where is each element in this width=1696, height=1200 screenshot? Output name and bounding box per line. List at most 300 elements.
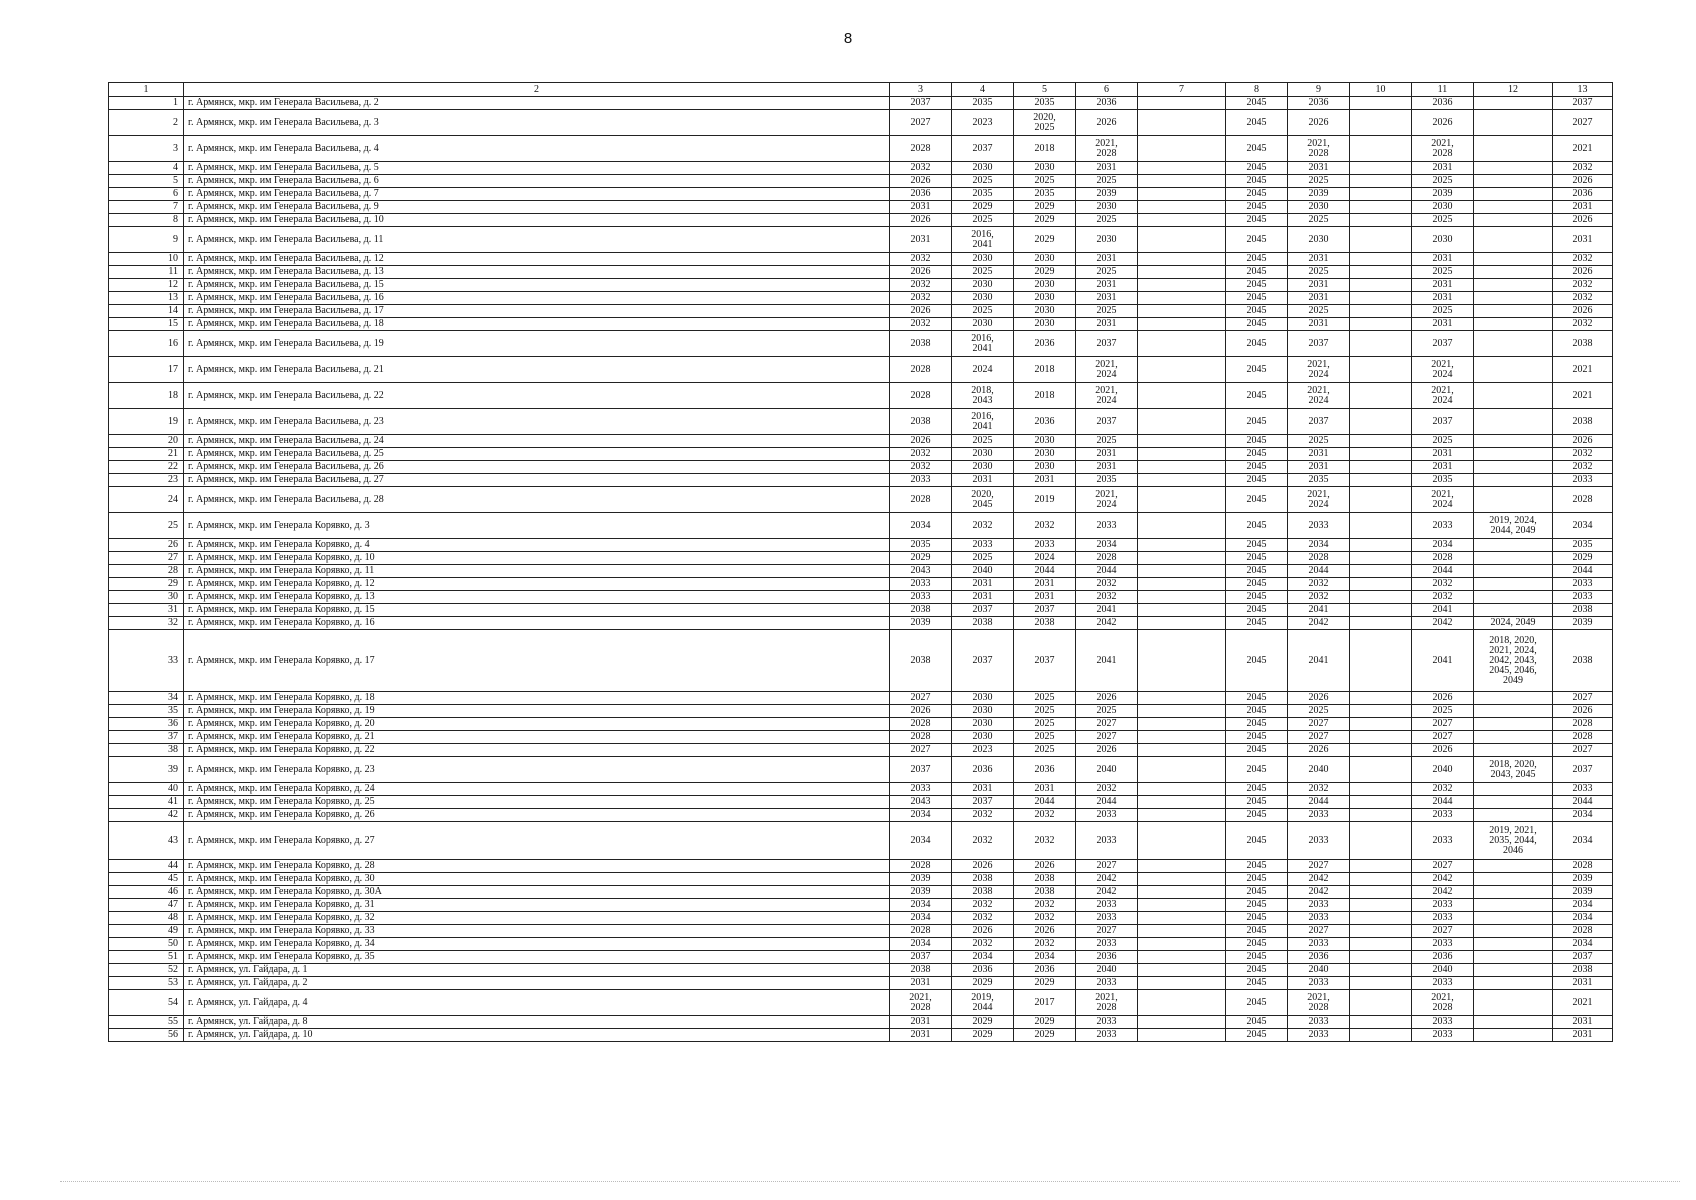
- year-cell: 2017: [1014, 990, 1076, 1016]
- year-cell: 2038: [1014, 873, 1076, 886]
- year-cell: 2037: [952, 796, 1014, 809]
- table-row: [109, 110, 1613, 136]
- year-cell: [1138, 318, 1226, 331]
- year-cell: 2021, 2028: [1288, 990, 1350, 1016]
- year-cell: 2042: [1288, 873, 1350, 886]
- year-cell: 2044: [1412, 796, 1474, 809]
- year-cell: 2031: [1288, 253, 1350, 266]
- year-cell: 2025: [1076, 435, 1138, 448]
- year-cell: [1350, 705, 1412, 718]
- year-cell: 2036: [1014, 331, 1076, 357]
- year-cell: 2043: [890, 796, 952, 809]
- year-cell: 2035: [1076, 474, 1138, 487]
- year-cell: [1474, 539, 1553, 552]
- year-cell: 2033: [1412, 822, 1474, 860]
- year-cell: 2037: [890, 757, 952, 783]
- year-cell: [1474, 1029, 1553, 1042]
- year-cell: 2032: [1014, 899, 1076, 912]
- year-cell: 2045: [1226, 990, 1288, 1016]
- year-cell: 2034: [1076, 539, 1138, 552]
- year-cell: 2025: [1288, 705, 1350, 718]
- year-cell: 2021: [1553, 383, 1613, 409]
- year-cell: 2028: [1288, 552, 1350, 565]
- table-row: [109, 705, 1613, 718]
- year-cell: [1138, 227, 1226, 253]
- year-cell: 2019, 2024, 2044, 2049: [1474, 513, 1553, 539]
- year-cell: [1474, 990, 1553, 1016]
- year-cell: 2031: [1076, 318, 1138, 331]
- year-cell: 2034: [890, 938, 952, 951]
- year-cell: 2031: [1288, 318, 1350, 331]
- year-cell: 2040: [1076, 757, 1138, 783]
- year-cell: 2045: [1226, 604, 1288, 617]
- year-cell: [1138, 718, 1226, 731]
- year-cell: 2045: [1226, 822, 1288, 860]
- year-cell: 2032: [1288, 591, 1350, 604]
- year-cell: [1350, 899, 1412, 912]
- year-cell: 2037: [1288, 409, 1350, 435]
- year-cell: [1474, 461, 1553, 474]
- year-cell: 2021, 2024: [1412, 487, 1474, 513]
- year-cell: 2032: [1288, 578, 1350, 591]
- year-cell: [1350, 448, 1412, 461]
- year-cell: [1138, 331, 1226, 357]
- year-cell: 2027: [1288, 925, 1350, 938]
- table-row: [109, 253, 1613, 266]
- row-number-cell: 6: [109, 188, 184, 201]
- year-cell: 2031: [1412, 253, 1474, 266]
- year-cell: 2045: [1226, 227, 1288, 253]
- row-number-cell: 36: [109, 718, 184, 731]
- table-row: [109, 383, 1613, 409]
- year-cell: 2031: [890, 1029, 952, 1042]
- year-cell: [1474, 318, 1553, 331]
- year-cell: 2040: [1288, 964, 1350, 977]
- year-cell: [1138, 357, 1226, 383]
- year-cell: 2025: [1076, 214, 1138, 227]
- year-cell: 2037: [952, 136, 1014, 162]
- year-cell: 2028: [1412, 552, 1474, 565]
- year-cell: 2026: [1553, 214, 1613, 227]
- year-cell: 2031: [1412, 292, 1474, 305]
- year-cell: [1350, 357, 1412, 383]
- year-cell: 2045: [1226, 539, 1288, 552]
- year-cell: 2033: [952, 539, 1014, 552]
- row-number-cell: 12: [109, 279, 184, 292]
- year-cell: 2030: [1014, 292, 1076, 305]
- year-cell: 2026: [1014, 925, 1076, 938]
- year-cell: 2019: [1014, 487, 1076, 513]
- year-cell: 2036: [1412, 97, 1474, 110]
- year-cell: [1474, 253, 1553, 266]
- address-cell: г. Армянск, мкр. им Генерала Корявко, д. 28: [184, 860, 890, 873]
- row-number-cell: 53: [109, 977, 184, 990]
- year-cell: 2030: [952, 253, 1014, 266]
- year-cell: [1350, 718, 1412, 731]
- year-cell: 2036: [890, 188, 952, 201]
- year-cell: 2037: [952, 604, 1014, 617]
- year-cell: 2025: [1076, 266, 1138, 279]
- row-number-cell: 29: [109, 578, 184, 591]
- year-cell: 2030: [1014, 162, 1076, 175]
- year-cell: [1474, 578, 1553, 591]
- year-cell: 2045: [1226, 977, 1288, 990]
- year-cell: [1474, 809, 1553, 822]
- year-cell: 2045: [1226, 331, 1288, 357]
- row-number-cell: 43: [109, 822, 184, 860]
- year-cell: 2045: [1226, 899, 1288, 912]
- year-cell: 2038: [890, 331, 952, 357]
- year-cell: [1474, 188, 1553, 201]
- year-cell: 2028: [1076, 552, 1138, 565]
- year-cell: 2033: [1288, 977, 1350, 990]
- year-cell: [1138, 448, 1226, 461]
- row-number-cell: 47: [109, 899, 184, 912]
- year-cell: 2033: [1553, 591, 1613, 604]
- year-cell: [1350, 578, 1412, 591]
- year-cell: 2016, 2041: [952, 227, 1014, 253]
- year-cell: 2033: [890, 783, 952, 796]
- year-cell: [1474, 409, 1553, 435]
- year-cell: [1474, 266, 1553, 279]
- year-cell: [1350, 757, 1412, 783]
- year-cell: 2033: [1076, 938, 1138, 951]
- address-cell: г. Армянск, мкр. им Генерала Васильева, д. 15: [184, 279, 890, 292]
- year-cell: 2032: [1412, 591, 1474, 604]
- table-row: [109, 188, 1613, 201]
- year-cell: [1350, 1016, 1412, 1029]
- year-cell: [1350, 409, 1412, 435]
- year-cell: 2031: [1076, 448, 1138, 461]
- year-cell: 2026: [1553, 175, 1613, 188]
- year-cell: 2045: [1226, 292, 1288, 305]
- year-cell: [1350, 886, 1412, 899]
- year-cell: 2027: [1076, 731, 1138, 744]
- year-cell: 2020, 2045: [952, 487, 1014, 513]
- table-row: [109, 318, 1613, 331]
- year-cell: 2026: [1412, 110, 1474, 136]
- year-cell: 2037: [1412, 331, 1474, 357]
- year-cell: 2033: [1288, 1016, 1350, 1029]
- row-number-cell: 24: [109, 487, 184, 513]
- year-cell: 2021, 2028: [1412, 990, 1474, 1016]
- year-cell: [1350, 214, 1412, 227]
- column-number-cell: 8: [1226, 83, 1288, 97]
- year-cell: [1138, 435, 1226, 448]
- year-cell: 2033: [1412, 513, 1474, 539]
- year-cell: 2032: [952, 912, 1014, 925]
- table-row: [109, 990, 1613, 1016]
- year-cell: [1350, 97, 1412, 110]
- year-cell: 2037: [1014, 630, 1076, 692]
- year-cell: 2028: [1553, 925, 1613, 938]
- year-cell: 2025: [952, 305, 1014, 318]
- year-cell: 2021, 2028: [1076, 136, 1138, 162]
- table-row: [109, 925, 1613, 938]
- year-cell: 2045: [1226, 578, 1288, 591]
- year-cell: [1138, 175, 1226, 188]
- table-row: [109, 873, 1613, 886]
- year-cell: 2038: [890, 964, 952, 977]
- year-cell: [1350, 227, 1412, 253]
- year-cell: 2044: [1288, 565, 1350, 578]
- year-cell: 2037: [890, 951, 952, 964]
- year-cell: 2034: [1014, 951, 1076, 964]
- address-cell: г. Армянск, мкр. им Генерала Корявко, д. 32: [184, 912, 890, 925]
- year-cell: [1350, 809, 1412, 822]
- table-row: [109, 591, 1613, 604]
- year-cell: 2045: [1226, 136, 1288, 162]
- year-cell: 2028: [890, 357, 952, 383]
- year-cell: 2033: [1553, 783, 1613, 796]
- row-number-cell: 50: [109, 938, 184, 951]
- year-cell: 2030: [1014, 253, 1076, 266]
- year-cell: 2025: [1076, 705, 1138, 718]
- address-cell: г. Армянск, мкр. им Генерала Васильева, д. 25: [184, 448, 890, 461]
- year-cell: 2033: [1288, 912, 1350, 925]
- year-cell: 2045: [1226, 305, 1288, 318]
- year-cell: 2032: [1014, 912, 1076, 925]
- year-cell: 2026: [1553, 305, 1613, 318]
- table-row: [109, 305, 1613, 318]
- year-cell: 2031: [1412, 461, 1474, 474]
- year-cell: 2033: [1412, 938, 1474, 951]
- year-cell: 2021, 2024: [1288, 487, 1350, 513]
- year-cell: 2026: [1076, 110, 1138, 136]
- year-cell: [1474, 227, 1553, 253]
- year-cell: [1138, 383, 1226, 409]
- year-cell: 2039: [890, 873, 952, 886]
- year-cell: 2045: [1226, 266, 1288, 279]
- year-cell: 2032: [1553, 461, 1613, 474]
- row-number-cell: 42: [109, 809, 184, 822]
- year-cell: [1474, 744, 1553, 757]
- year-cell: 2021: [1553, 136, 1613, 162]
- year-cell: [1350, 565, 1412, 578]
- table-row: [109, 162, 1613, 175]
- year-cell: 2036: [952, 757, 1014, 783]
- year-cell: 2032: [890, 292, 952, 305]
- year-cell: 2045: [1226, 731, 1288, 744]
- address-cell: г. Армянск, мкр. им Генерала Корявко, д. 17: [184, 630, 890, 692]
- row-number-cell: 28: [109, 565, 184, 578]
- year-cell: 2032: [1288, 783, 1350, 796]
- column-number-cell: 7: [1138, 83, 1226, 97]
- address-cell: г. Армянск, мкр. им Генерала Корявко, д. 22: [184, 744, 890, 757]
- row-number-cell: 15: [109, 318, 184, 331]
- row-number-cell: 39: [109, 757, 184, 783]
- table-row: [109, 912, 1613, 925]
- year-cell: 2025: [1288, 214, 1350, 227]
- year-cell: 2025: [952, 214, 1014, 227]
- row-number-cell: 32: [109, 617, 184, 630]
- year-cell: [1350, 822, 1412, 860]
- row-number-cell: 37: [109, 731, 184, 744]
- address-cell: г. Армянск, мкр. им Генерала Васильева, д. 23: [184, 409, 890, 435]
- year-cell: 2030: [1014, 448, 1076, 461]
- year-cell: 2039: [890, 617, 952, 630]
- year-cell: 2040: [1288, 757, 1350, 783]
- table-row: [109, 214, 1613, 227]
- year-cell: [1474, 474, 1553, 487]
- year-cell: 2029: [952, 977, 1014, 990]
- year-cell: [1474, 925, 1553, 938]
- table-row: [109, 757, 1613, 783]
- year-cell: 2031: [952, 578, 1014, 591]
- row-number-cell: 48: [109, 912, 184, 925]
- year-cell: [1138, 886, 1226, 899]
- year-cell: 2021: [1553, 990, 1613, 1016]
- year-cell: [1138, 796, 1226, 809]
- table-row: [109, 860, 1613, 873]
- table-row: [109, 1029, 1613, 1042]
- year-cell: [1474, 110, 1553, 136]
- address-cell: г. Армянск, мкр. им Генерала Васильева, д. 16: [184, 292, 890, 305]
- year-cell: 2028: [890, 718, 952, 731]
- row-number-cell: 38: [109, 744, 184, 757]
- row-number-cell: 56: [109, 1029, 184, 1042]
- year-cell: 2031: [1412, 318, 1474, 331]
- year-cell: 2045: [1226, 435, 1288, 448]
- year-cell: 2018: [1014, 383, 1076, 409]
- year-cell: [1474, 136, 1553, 162]
- year-cell: 2025: [1288, 305, 1350, 318]
- year-cell: 2039: [1553, 617, 1613, 630]
- year-cell: 2025: [1412, 214, 1474, 227]
- table-row: [109, 539, 1613, 552]
- year-cell: 2026: [890, 305, 952, 318]
- year-cell: 2036: [1553, 188, 1613, 201]
- table-row: [109, 899, 1613, 912]
- year-cell: [1138, 1029, 1226, 1042]
- address-cell: г. Армянск, мкр. им Генерала Васильева, д. 27: [184, 474, 890, 487]
- year-cell: 2026: [1076, 692, 1138, 705]
- year-cell: 2029: [952, 1016, 1014, 1029]
- year-cell: 2045: [1226, 357, 1288, 383]
- row-number-cell: 10: [109, 253, 184, 266]
- year-cell: 2018: [1014, 136, 1076, 162]
- address-cell: г. Армянск, мкр. им Генерала Корявко, д. 10: [184, 552, 890, 565]
- year-cell: [1350, 201, 1412, 214]
- year-cell: 2029: [1014, 227, 1076, 253]
- year-cell: 2016, 2041: [952, 331, 1014, 357]
- year-cell: [1350, 266, 1412, 279]
- year-cell: 2027: [1553, 110, 1613, 136]
- year-cell: [1350, 860, 1412, 873]
- year-cell: 2027: [1412, 925, 1474, 938]
- year-cell: 2025: [1412, 266, 1474, 279]
- year-cell: 2031: [1014, 783, 1076, 796]
- year-cell: [1138, 809, 1226, 822]
- year-cell: [1350, 461, 1412, 474]
- row-number-cell: 21: [109, 448, 184, 461]
- column-number-cell: 13: [1553, 83, 1613, 97]
- year-cell: 2034: [1412, 539, 1474, 552]
- year-cell: 2029: [952, 1029, 1014, 1042]
- year-cell: [1474, 873, 1553, 886]
- year-cell: [1474, 796, 1553, 809]
- row-number-cell: 46: [109, 886, 184, 899]
- address-cell: г. Армянск, мкр. им Генерала Васильева, д. 5: [184, 162, 890, 175]
- year-cell: [1474, 964, 1553, 977]
- year-cell: 2021, 2024: [1076, 487, 1138, 513]
- year-cell: 2031: [1014, 474, 1076, 487]
- year-cell: [1474, 383, 1553, 409]
- year-cell: 2032: [1553, 318, 1613, 331]
- table-row: [109, 692, 1613, 705]
- year-cell: 2025: [1076, 175, 1138, 188]
- address-cell: г. Армянск, мкр. им Генерала Васильева, д. 13: [184, 266, 890, 279]
- year-cell: 2045: [1226, 796, 1288, 809]
- year-cell: 2032: [1076, 783, 1138, 796]
- table-row: [109, 227, 1613, 253]
- address-cell: г. Армянск, мкр. им Генерала Васильева, д. 22: [184, 383, 890, 409]
- year-cell: 2031: [1076, 292, 1138, 305]
- year-cell: 2034: [1553, 822, 1613, 860]
- year-cell: 2035: [1288, 474, 1350, 487]
- year-cell: 2042: [1412, 617, 1474, 630]
- year-cell: [1138, 604, 1226, 617]
- year-cell: 2025: [1288, 266, 1350, 279]
- year-cell: 2039: [1412, 188, 1474, 201]
- address-cell: г. Армянск, мкр. им Генерала Корявко, д. 35: [184, 951, 890, 964]
- year-cell: [1138, 188, 1226, 201]
- year-cell: [1138, 744, 1226, 757]
- row-number-cell: 45: [109, 873, 184, 886]
- year-cell: 2045: [1226, 744, 1288, 757]
- year-cell: 2033: [1076, 912, 1138, 925]
- row-number-cell: 30: [109, 591, 184, 604]
- year-cell: [1138, 591, 1226, 604]
- year-cell: 2041: [1412, 604, 1474, 617]
- year-cell: 2030: [1076, 201, 1138, 214]
- year-cell: [1350, 731, 1412, 744]
- address-cell: г. Армянск, ул. Гайдара, д. 2: [184, 977, 890, 990]
- year-cell: [1138, 474, 1226, 487]
- table-header-row: [109, 83, 1613, 97]
- year-cell: 2033: [890, 591, 952, 604]
- year-cell: 2030: [952, 162, 1014, 175]
- year-cell: 2035: [1553, 539, 1613, 552]
- year-cell: 2045: [1226, 757, 1288, 783]
- row-number-cell: 25: [109, 513, 184, 539]
- schedule-table: [108, 82, 1613, 1042]
- year-cell: 2026: [890, 435, 952, 448]
- year-cell: [1350, 539, 1412, 552]
- year-cell: [1474, 731, 1553, 744]
- year-cell: [1350, 305, 1412, 318]
- scan-edge-line: [60, 1181, 1680, 1182]
- year-cell: 2045: [1226, 591, 1288, 604]
- year-cell: 2038: [952, 617, 1014, 630]
- year-cell: 2031: [1076, 253, 1138, 266]
- year-cell: 2025: [1412, 435, 1474, 448]
- year-cell: 2025: [1014, 744, 1076, 757]
- year-cell: [1474, 899, 1553, 912]
- year-cell: [1474, 279, 1553, 292]
- year-cell: [1350, 925, 1412, 938]
- year-cell: 2018: [1014, 357, 1076, 383]
- column-number-cell: 12: [1474, 83, 1553, 97]
- year-cell: 2035: [952, 97, 1014, 110]
- table-row: [109, 461, 1613, 474]
- row-number-cell: 17: [109, 357, 184, 383]
- year-cell: [1138, 539, 1226, 552]
- address-cell: г. Армянск, ул. Гайдара, д. 8: [184, 1016, 890, 1029]
- year-cell: [1138, 110, 1226, 136]
- year-cell: 2025: [1076, 305, 1138, 318]
- table-row: [109, 718, 1613, 731]
